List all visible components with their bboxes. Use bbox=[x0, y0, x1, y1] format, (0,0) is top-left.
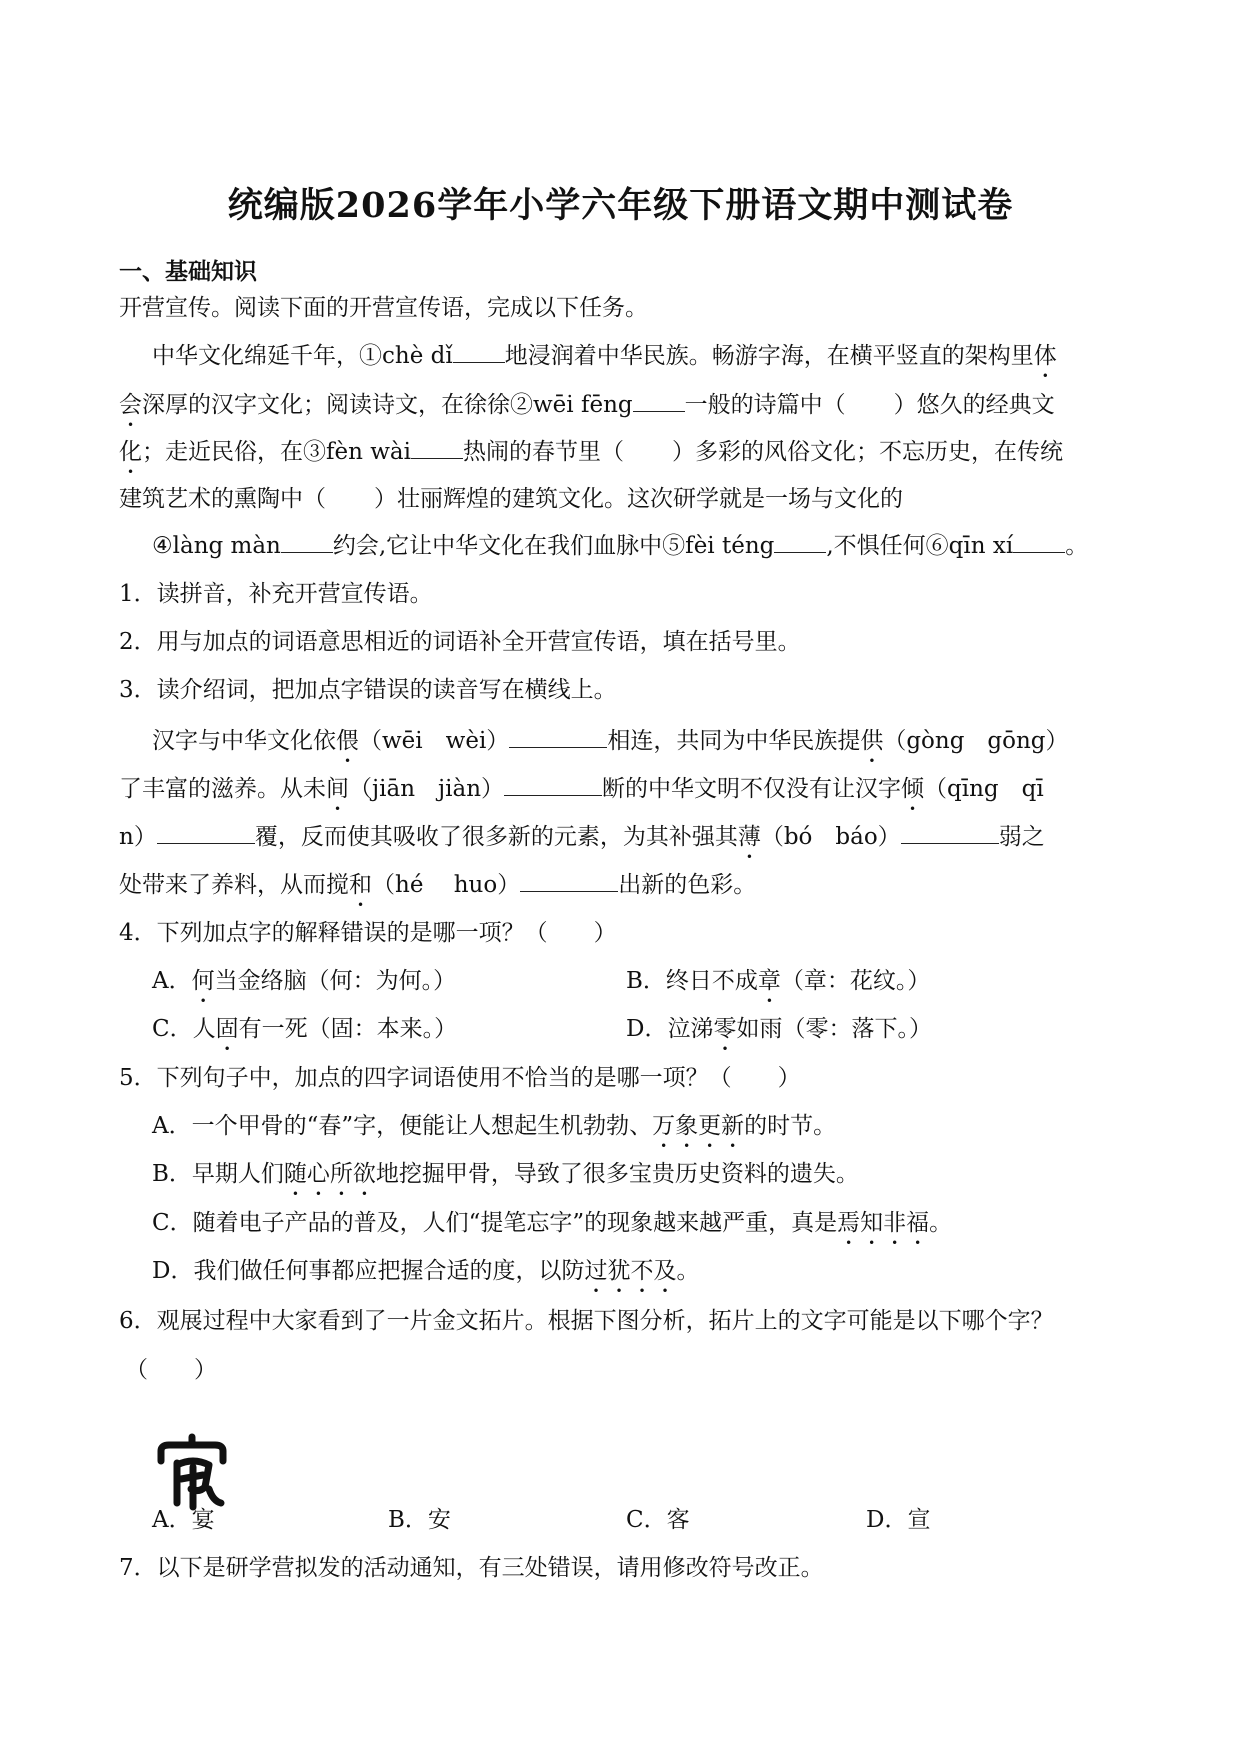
question-7: 7．以下是研学营拟发的活动通知，有三处错误，请用修改符号改正。 bbox=[119, 1555, 824, 1581]
q3-line-2: 了丰富的滋养。从未间（jiān jiàn） 断的中华文明不仅没有让汉字倾（qīng qī bbox=[119, 770, 1044, 816]
answer-blank[interactable] bbox=[504, 771, 602, 796]
fill-blank[interactable] bbox=[281, 528, 333, 553]
fill-blank[interactable] bbox=[411, 434, 463, 459]
q4-option-c[interactable]: C．人固有一死（固：本来。） bbox=[152, 1016, 458, 1042]
passage-line-2: 会深厚的汉字文化；阅读诗文，在徐徐②wēi fēng 一般的诗篇中（ ）悠久的经典文 bbox=[119, 386, 1055, 432]
fill-blank[interactable] bbox=[453, 338, 505, 363]
q3-line-3: n） 覆，反而使其吸收了很多新的元素，为其补强其薄（bó báo） 弱之 bbox=[119, 818, 1045, 864]
q5-option-b[interactable]: B．早期人们随心所欲地挖掘甲骨，导致了很多宝贵历史资料的遗失。 bbox=[152, 1161, 859, 1187]
q4-option-d[interactable]: D．泣涕零如雨（零：落下。） bbox=[626, 1016, 932, 1042]
q6-answer-paren[interactable]: （ ） bbox=[125, 1357, 217, 1383]
fill-blank[interactable] bbox=[1013, 528, 1065, 553]
answer-blank[interactable] bbox=[520, 867, 618, 892]
passage-line-3: 化；走近民俗，在③fèn wài 热闹的春节里（ ）多彩的风俗文化；不忘历史，在传统 bbox=[119, 433, 1063, 479]
page-title: 统编版2026学年小学六年级下册语文期中测试卷 bbox=[227, 185, 1014, 226]
fill-blank[interactable] bbox=[633, 387, 685, 412]
passage-line-1: 中华文化绵延千年，①chè dǐ 地浸润着中华民族。畅游字海，在横平竖直的架构里体 bbox=[152, 337, 1057, 383]
q3-line-4: 处带来了养料，从而搅和（hé huo） 出新的色彩。 bbox=[119, 866, 756, 912]
question-6: 6．观展过程中大家看到了一片金文拓片。根据下图分析，拓片上的文字可能是以下哪个字？ bbox=[119, 1308, 1054, 1334]
question-5: 5．下列句子中，加点的四字词语使用不恰当的是哪一项？（ ） bbox=[119, 1065, 801, 1091]
passage-line-5: ④làng màn 约会,它让中华文化在我们血脉中⑤fèi téng ,不惧任何⑥qīn xí 。 bbox=[152, 527, 1088, 560]
q5-option-d[interactable]: D．我们做任何事都应把握合适的度，以防过犹不及。 bbox=[152, 1258, 700, 1284]
q6-option-b[interactable]: B．安 bbox=[388, 1507, 451, 1533]
question-4: 4．下列加点字的解释错误的是哪一项？（ ） bbox=[119, 920, 617, 946]
q6-option-a[interactable]: A．宴 bbox=[152, 1507, 215, 1533]
q5-option-a[interactable]: A．一个甲骨的“春”字，便能让人想起生机勃勃、万象更新的时节。 bbox=[152, 1113, 837, 1139]
q4-option-a[interactable]: A．何当金络脑（何：为何。） bbox=[152, 968, 457, 994]
q3-line-1: 汉字与中华文化依偎（wēi wèi） 相连，共同为中华民族提供（gòng gōng） bbox=[152, 722, 1069, 768]
answer-blank[interactable] bbox=[157, 819, 255, 844]
intro-text: 开营宣传。阅读下面的开营宣传语，完成以下任务。 bbox=[119, 295, 648, 321]
answer-blank[interactable] bbox=[509, 723, 607, 748]
passage-line-4: 建筑艺术的熏陶中（ ）壮丽辉煌的建筑文化。这次研学就是一场与文化的 bbox=[119, 486, 903, 512]
section-heading: 一、基础知识 bbox=[119, 258, 257, 285]
question-2: 2．用与加点的词语意思相近的词语补全开营宣传语，填在括号里。 bbox=[119, 629, 801, 655]
question-3: 3．读介绍词，把加点字错误的读音写在横线上。 bbox=[119, 677, 617, 703]
q4-option-b[interactable]: B．终日不成章（章：花纹。） bbox=[626, 968, 931, 994]
q6-option-c[interactable]: C．客 bbox=[626, 1507, 690, 1533]
fill-blank[interactable] bbox=[774, 528, 826, 553]
answer-blank[interactable] bbox=[901, 819, 999, 844]
question-1: 1．读拼音，补充开营宣传语。 bbox=[119, 581, 433, 607]
q6-option-d[interactable]: D．宣 bbox=[866, 1507, 931, 1533]
q5-option-c[interactable]: C．随着电子产品的普及，人们“提笔忘字”的现象越来越严重，真是焉知非福。 bbox=[152, 1210, 953, 1236]
